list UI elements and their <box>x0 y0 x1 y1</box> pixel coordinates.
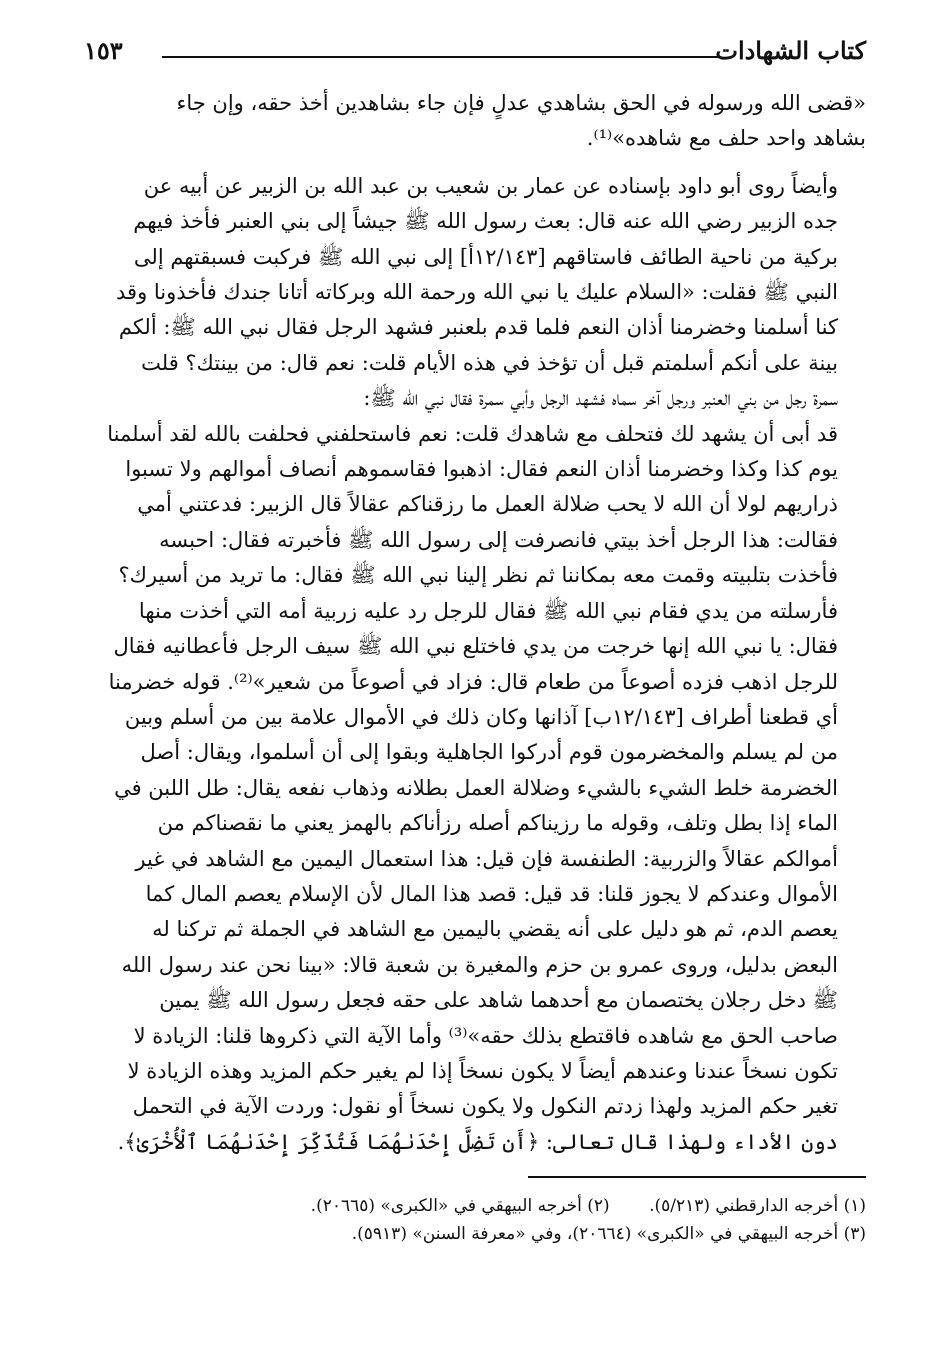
text-line: «قضى الله ورسوله في الحق بشاهدي عدلٍ فإن جاء بشاهدين أخذ حقه، وإن جاء <box>176 91 866 115</box>
text-line: فقالت: هذا الرجل أخذ بيتي فانصرفت إلى رسول الله ﷺ فأخبرته فقال: احبسه <box>159 527 838 552</box>
text-line: فأرسلته من يدي فقام نبي الله ﷺ فقال للرجل رد عليه زربية أمه التي أخذت منها <box>138 598 838 623</box>
text-line: صاحب الحق مع شاهده فاقتطع بذلك حقه»⁽³⁾ وأما الآية التي ذكروها قلنا: الزيادة لا <box>133 1023 838 1048</box>
footnote-1: (١) أخرجه الدارقطني (٥/٢١٣). <box>649 1196 866 1217</box>
text-line: البعض بدليل، وروى عمرو بن حزم والمغيرة بن شعبة قالا: «بينا نحن عند رسول الله <box>121 952 838 977</box>
footnotes <box>84 1192 866 1248</box>
chapter-title: كتاب الشهادات <box>715 36 866 65</box>
page-header <box>84 30 866 74</box>
footnote-row <box>84 1192 866 1220</box>
text-line: أي قطعنا أطراف [١٢/١٤٣ب] آذانها وكان ذلك في الأموال علامة بين من أسلم وبين <box>124 704 838 729</box>
book-page <box>84 30 866 1248</box>
text-line: تكون نسخاً عندنا وعندهم أيضاً لا يكون نسخاً إذا لم يغير حكم المزيد وهذه الزيادة لا <box>127 1058 838 1083</box>
main-text <box>84 86 866 1160</box>
text-line: الخضرمة خلط الشيء بالشيء وضلالة العمل بطلانه وذهاب نفعه يقال: طل اللبن في <box>114 775 838 800</box>
text-line: تغير حكم المزيد ولهذا زدتم النكول ولا يكون نسخاً أو نقول: وردت الآية في التحمل <box>132 1094 838 1119</box>
text-line: فأخذت بتلبيته وقمت معه بمكاننا ثم نظر إلينا نبي الله ﷺ فقال: ما تريد من أسيرك؟ <box>118 563 838 588</box>
header-rule <box>162 56 718 58</box>
text-line: كنا أسلمنا وخضرمنا أذان النعم فلما قدم بلعنبر فشهد الرجل فقال نبي الله ﷺ: ألكم <box>118 315 838 340</box>
text-line: النبي ﷺ فقلت: «السلام عليك يا نبي الله ورحمة الله وبركاته أتانا جندك فأخذونا وقد <box>116 280 838 305</box>
footnote-rule <box>528 1176 866 1178</box>
text-line: بركية من ناحية الطائف فاستاقهم [١٢/١٤٣أ] إلى نبي الله ﷺ فركبت فسبقتهم إلى <box>133 244 838 269</box>
text-line: يعصم الدم، ثم هو دليل على أنه يقضي باليمين مع الشاهد في الجملة ثم تركنا له <box>152 917 838 942</box>
text-line: ذراريهم لولا أن الله لا يحب ضلالة العمل ما رزقناكم عقالاً قال الزبير: فدعتني أمي <box>137 492 838 517</box>
text-line: قد أبى أن يشهد لك فتحلف مع شاهدك قلت: نعم فاستحلفني فحلفت بالله لقد أسلمنا <box>107 421 838 446</box>
text-line: يوم كذا وكذا وخضرمنا أذان النعم فقال: اذهبوا فقاسموهم أنصاف أموالهم ولا تسبوا <box>125 457 838 482</box>
text-line: دون الأداء ولهذا قال تعالى: ﴿أَن تَضِلَّ إِحْدَىٰهُمَا فَتُذَكِّرَ إِحْدَىٰهُمَا ٱلْأُخْرَىٰ﴾. <box>117 1129 838 1154</box>
text-line: للرجل اذهب فزده أصوعاً من طعام قال: فزاد في أصوعاً من شعير»⁽²⁾. قوله خضرمنا <box>108 669 838 694</box>
text-line: بشاهد واحد حلف مع شاهده»⁽¹⁾. <box>586 126 866 151</box>
text-line: جده الزبير رضي الله عنه قال: بعث رسول الله ﷺ جيشاً إلى بني العنبر فأخذ فيهم <box>133 209 838 234</box>
text-line: الأموال وعندكم لا يجوز قلنا: قد قيل: قصد هذا المال لأن الإسلام يعصم المال كما <box>145 881 838 906</box>
text-line: سمرة رجل من بني العنبر ورجل آخر سماه فشهد الرجل وأبي سمرة فقال نبي الله ﷺ: <box>363 386 838 411</box>
text-line: الماء إذا بطل وتلف، وقوله ما رزيناكم أصله رزأناكم بالهمز يعني ما نقصناكم من <box>157 811 838 836</box>
paragraph-2 <box>84 169 866 1160</box>
paragraph-1 <box>84 86 866 157</box>
text-line: بينة على أنكم أسلمتم قبل أن تؤخذ في هذه الأيام قلت: نعم قال: من بينتك؟ قلت <box>141 350 838 375</box>
text-line: وأيضاً روى أبو داود بإسناده عن عمار بن شعيب بن عبد الله بن الزبير عن أبيه عن <box>143 173 838 198</box>
footnote-row <box>84 1220 866 1248</box>
text-line: ﷺ دخل رجلان يختصمان مع أحدهما شاهد على حقه فجعل رسول الله ﷺ يمين <box>159 988 838 1013</box>
text-line: أموالكم عقالاً والزربية: الطنفسة فإن قيل: هذا استعمال اليمين مع الشاهد في غير <box>135 846 838 871</box>
footnote-2: (٢) أخرجه البيهقي في «الكبرى» (٢٠٦٦٥). <box>310 1196 610 1217</box>
text-line: فقال: يا نبي الله إنها خرجت من يدي فاختلع نبي الله ﷺ سيف الرجل فأعطانيه فقال <box>113 634 838 659</box>
footnote-3: (٣) أخرجه البيهقي في «الكبرى» (٢٠٦٦٤)، وفي «معرفة السنن» (٥٩١٣). <box>351 1224 866 1245</box>
text-line: من لم يسلم والمخضرمون قوم أدركوا الجاهلية وبقوا إلى أن أسلموا، ويقال: أصل <box>140 740 838 765</box>
page-number: ١٥٣ <box>84 36 123 65</box>
